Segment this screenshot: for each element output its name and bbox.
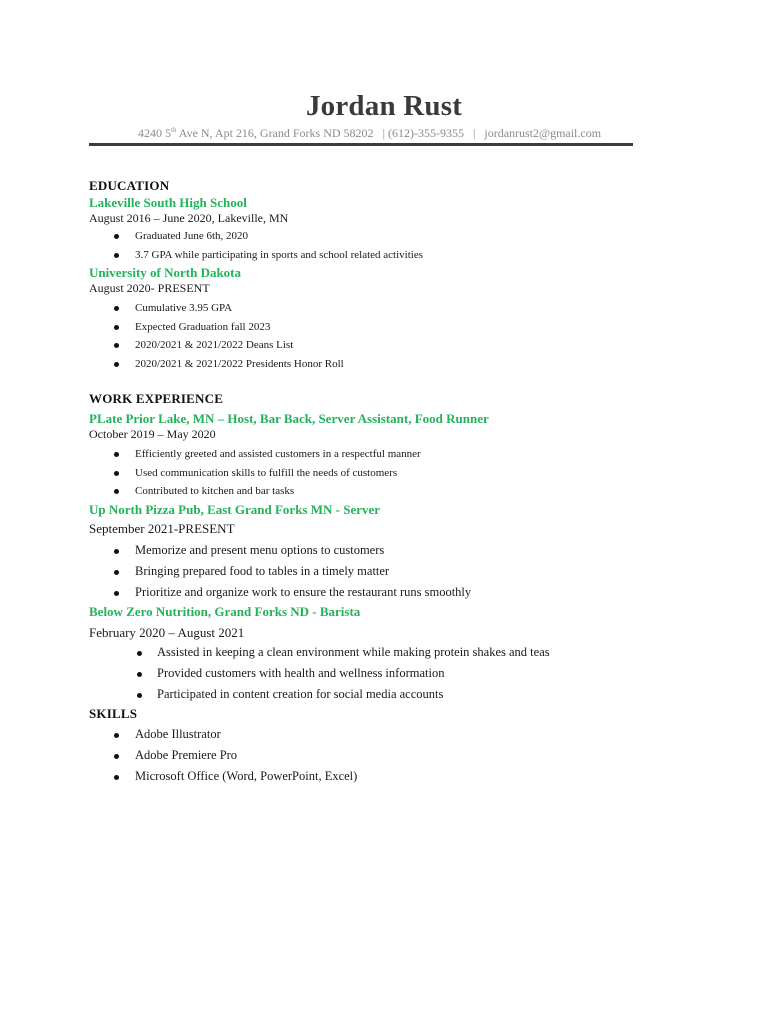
bullet-icon bbox=[114, 306, 119, 311]
list-item: Memorize and present menu options to customers bbox=[0, 542, 471, 563]
bullet-icon bbox=[137, 651, 142, 656]
list-item: Adobe Premiere Pro bbox=[0, 747, 357, 768]
school-name: Lakeville South High School bbox=[89, 195, 247, 210]
applicant-name: Jordan Rust bbox=[305, 90, 463, 122]
bullet-icon bbox=[114, 471, 119, 476]
bullet-icon bbox=[137, 693, 142, 698]
job-bullets bbox=[0, 446, 421, 502]
bullet-icon bbox=[114, 234, 119, 239]
bullet-icon bbox=[114, 253, 119, 258]
list-item: Used communication skills to fulfill the needs of customers bbox=[0, 465, 421, 484]
list-item: Efficiently greeted and assisted customers in a respectful manner bbox=[0, 446, 421, 465]
school-dates: August 2016 – June 2020, Lakeville, MN bbox=[89, 211, 289, 225]
bullet-icon bbox=[137, 672, 142, 677]
job-dates: February 2020 – August 2021 bbox=[89, 625, 245, 640]
list-item: 2020/2021 & 2021/2022 Presidents Honor Roll bbox=[0, 356, 344, 375]
job-title: Below Zero Nutrition, Grand Forks ND - Barista bbox=[89, 604, 361, 619]
skills-heading: SKILLS bbox=[89, 706, 138, 721]
bullet-icon bbox=[114, 591, 119, 596]
bullet-icon bbox=[114, 325, 119, 330]
job-bullets bbox=[0, 644, 550, 707]
phone: (612)-355-9355 bbox=[387, 126, 464, 140]
list-item: Adobe Illustrator bbox=[0, 726, 357, 747]
list-item: Expected Graduation fall 2023 bbox=[0, 319, 344, 338]
list-item: Participated in content creation for social media accounts bbox=[0, 686, 550, 707]
work-heading: WORK EXPERIENCE bbox=[89, 391, 224, 406]
list-item: 3.7 GPA while participating in sports and school related activities bbox=[0, 247, 423, 266]
bullet-icon bbox=[114, 489, 119, 494]
bullet-icon bbox=[114, 733, 119, 738]
bullet-icon bbox=[114, 452, 119, 457]
list-item: Assisted in keeping a clean environment while making protein shakes and teas bbox=[0, 644, 550, 665]
school-name: University of North Dakota bbox=[89, 265, 242, 280]
separator: | bbox=[382, 126, 385, 140]
list-item: Contributed to kitchen and bar tasks bbox=[0, 483, 421, 502]
job-bullets bbox=[0, 542, 471, 605]
bullet-icon bbox=[114, 343, 119, 348]
bullet-icon bbox=[114, 570, 119, 575]
contact-line bbox=[138, 126, 638, 141]
bullet-icon bbox=[114, 549, 119, 554]
separator: | bbox=[472, 126, 476, 140]
bullet-icon bbox=[114, 754, 119, 759]
list-item: 2020/2021 & 2021/2022 Deans List bbox=[0, 337, 344, 356]
job-dates: October 2019 – May 2020 bbox=[89, 427, 216, 441]
list-item: Prioritize and organize work to ensure the restaurant runs smoothly bbox=[0, 584, 471, 605]
bullet-icon bbox=[114, 362, 119, 367]
school-bullets bbox=[0, 300, 344, 374]
list-item: Graduated June 6th, 2020 bbox=[0, 228, 423, 247]
job-title: Up North Pizza Pub, East Grand Forks MN - Server bbox=[89, 502, 381, 517]
education-heading: EDUCATION bbox=[89, 178, 170, 193]
list-item: Cumulative 3.95 GPA bbox=[0, 300, 344, 319]
skills-list bbox=[0, 726, 357, 789]
school-dates: August 2020- PRESENT bbox=[89, 281, 210, 295]
job-dates: September 2021-PRESENT bbox=[89, 521, 235, 536]
bullet-icon bbox=[114, 775, 119, 780]
header-divider bbox=[89, 143, 633, 146]
school-bullets bbox=[0, 228, 423, 265]
email: jordanrust2@gmail.com bbox=[484, 126, 602, 140]
job-title: PLate Prior Lake, MN – Host, Bar Back, Server Assistant, Food Runner bbox=[89, 411, 489, 426]
list-item: Provided customers with health and wellness information bbox=[0, 665, 550, 686]
list-item: Microsoft Office (Word, PowerPoint, Excel) bbox=[0, 768, 357, 789]
list-item: Bringing prepared food to tables in a timely matter bbox=[0, 563, 471, 584]
address: 4240 5th Ave N, Apt 216, Grand Forks ND 58202 bbox=[138, 126, 374, 140]
